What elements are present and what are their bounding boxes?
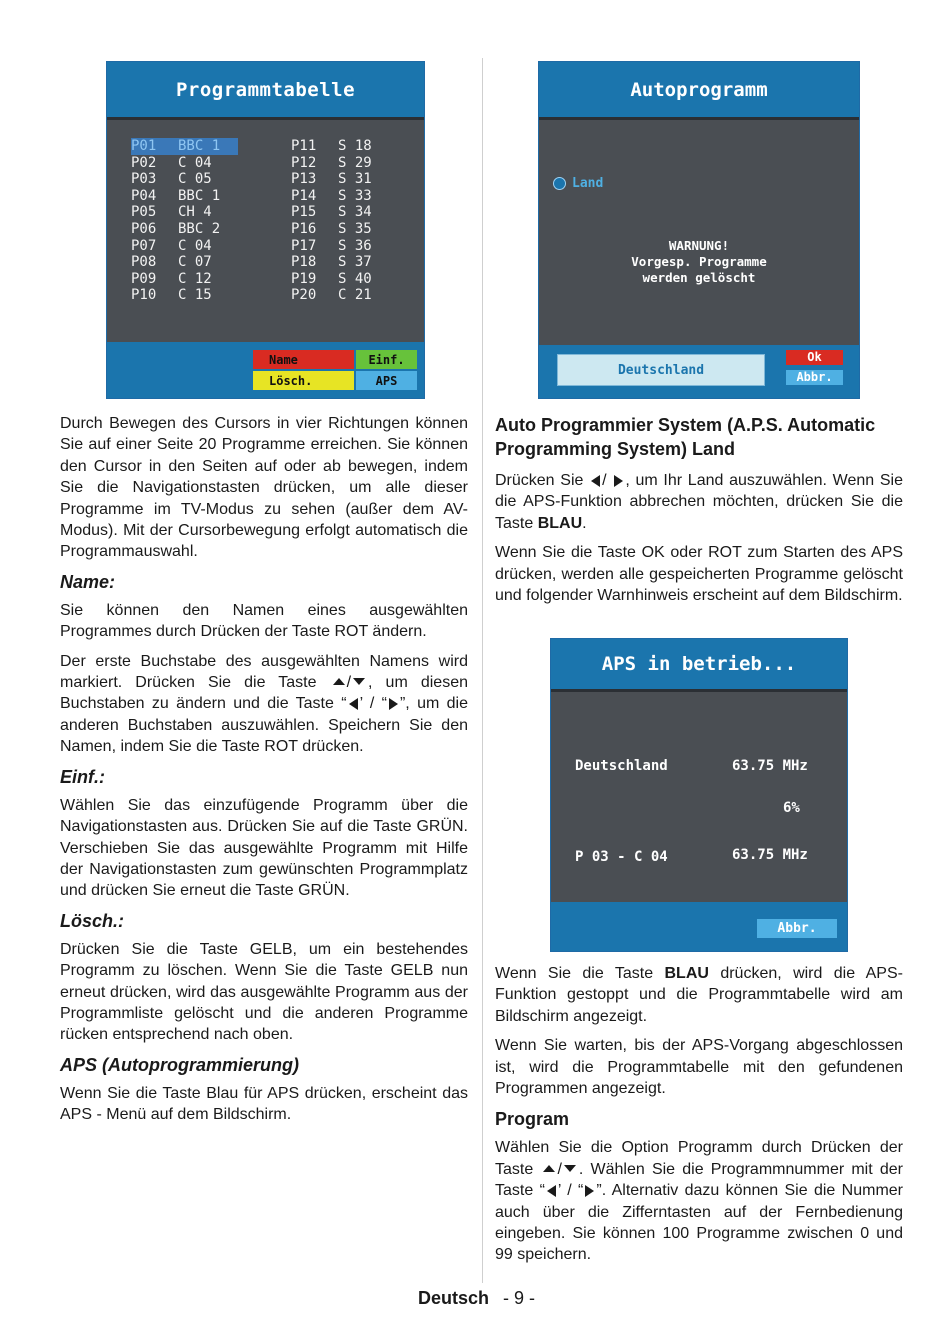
- name-button[interactable]: Name: [253, 350, 354, 369]
- autoprogramm-body: [539, 117, 859, 345]
- aps-current-program: P 03 - C 04: [575, 849, 668, 865]
- aps-country: Deutschland: [575, 758, 668, 774]
- warning-message: [539, 238, 859, 286]
- program-number: P17: [291, 237, 317, 254]
- text-fragment: drücken, wird die APS-Funktion gestoppt und die Programmtabelle wird am Bildschirm angezeigt.: [495, 965, 903, 1025]
- program-channel: C 12: [178, 270, 212, 287]
- land-label: Land: [572, 176, 604, 191]
- abbr-button[interactable]: Abbr.: [757, 919, 837, 938]
- abbr-button[interactable]: Abbr.: [786, 370, 843, 385]
- aps-frequency: 63.75 MHz: [732, 758, 808, 774]
- arrow-up-icon: [543, 1165, 555, 1172]
- text-fragment: ”, um die anderen Buchstaben auszuwählen. Speichern Sie den Namen, indem Sie die Taste ROT drücken.: [60, 695, 468, 756]
- aps-progress-percent: 6%: [783, 800, 800, 816]
- program-number: P04: [131, 187, 157, 204]
- aps-wait-paragraph: Wenn Sie warten, bis der APS-Vorgang abgeschlossen ist, wird die Programmtabelle mit den gefundenen Programmen angezeigt.: [495, 1037, 903, 1098]
- program-paragraph: [495, 1137, 903, 1265]
- program-row[interactable]: [291, 188, 398, 205]
- arrow-down-icon: [353, 678, 365, 685]
- right-text-top: [495, 413, 903, 614]
- program-row[interactable]: [291, 238, 398, 255]
- program-channel: S 18: [338, 138, 372, 154]
- program-column-right: [291, 138, 398, 304]
- program-number: P06: [131, 220, 157, 237]
- program-number: P19: [291, 270, 317, 287]
- program-channel: C 15: [178, 287, 212, 304]
- country-selector[interactable]: Deutschland: [557, 354, 765, 386]
- program-channel: CH 4: [178, 204, 212, 221]
- page-footer: [418, 1288, 535, 1309]
- program-channel: S 29: [338, 154, 372, 171]
- arrow-right-icon: [585, 1185, 594, 1197]
- autoprogramm-title: Autoprogramm: [539, 62, 859, 117]
- program-channel: C 04: [178, 154, 212, 171]
- program-channel: BBC 1: [178, 187, 221, 204]
- program-number: P14: [291, 187, 317, 204]
- left-text-column: [60, 413, 468, 1134]
- arrow-up-icon: [333, 678, 345, 685]
- aps-running-body: [551, 689, 847, 902]
- warning-line: werden gelöscht: [642, 270, 756, 285]
- program-row[interactable]: [131, 204, 238, 221]
- aps-running-footer: [551, 902, 847, 952]
- right-text-bottom: [495, 963, 903, 1274]
- program-row[interactable]: [131, 221, 238, 238]
- program-column-left: [131, 138, 238, 304]
- aps-stop-paragraph: [495, 963, 903, 1027]
- losch-button[interactable]: Lösch.: [253, 371, 354, 390]
- losch-paragraph: Drücken Sie die Taste GELB, um ein bestehendes Programm zu löschen. Wenn Sie die Taste GELB nun erneut drücken, wird das ausgewählte Programm aus der Programmliste gelöscht und die anderen Programme rücken entsprechend nach oben.: [60, 940, 468, 1044]
- program-row[interactable]: [131, 138, 238, 155]
- land-option[interactable]: [553, 176, 603, 191]
- text-fragment: Der erste Buchstabe des ausgewählten Namens wird markiert. Drücken Sie die Taste: [60, 652, 468, 692]
- einf-button[interactable]: Einf.: [356, 350, 417, 369]
- program-channel: C 07: [178, 254, 212, 271]
- text-fragment: , um Ihr Land auszuwählen. Wenn Sie die APS-Funktion abbrechen möchten, drücken Sie die Taste: [495, 472, 903, 532]
- program-row[interactable]: [291, 155, 398, 172]
- program-channel: S 40: [338, 270, 372, 287]
- aps-program-frequency: 63.75 MHz: [732, 847, 808, 863]
- text-fragment: , um diesen Buchstaben zu ändern und die Taste “: [60, 674, 469, 713]
- program-row[interactable]: [131, 254, 238, 271]
- text-fragment: /: [346, 674, 352, 692]
- program-channel: C 04: [178, 237, 212, 254]
- aps-paragraph: Wenn Sie die Taste Blau für APS drücken, erscheint das APS - Menü auf dem Bildschirm.: [60, 1084, 468, 1124]
- page-number: - 9 -: [503, 1288, 536, 1308]
- program-number: P08: [131, 254, 157, 271]
- intro-paragraph: Durch Bewegen des Cursors in vier Richtungen können Sie auf einer Seite 20 Programme erreichen. Sie können den Cursor in den Seiten auf oder ab bewegen, indem Sie die Navigationstasten drücken, um alle dieser Programme im TV-Modus zu sehen (außer dem AV-Modus). Mit der Cursorbewegung erfolgt automatisch die Programmauswahl.: [60, 415, 468, 561]
- ok-button[interactable]: Ok: [786, 350, 843, 365]
- arrow-right-icon: [389, 698, 398, 710]
- text-fragment: .: [582, 514, 587, 532]
- program-row[interactable]: [131, 238, 238, 255]
- program-number: P11: [291, 138, 317, 154]
- aps-start-paragraph: Wenn Sie die Taste OK oder ROT zum Starten des APS drücken, werden alle gespeicherten Programme gelöscht und folgender Warnhinweis erscheint auf dem Bildschirm.: [495, 544, 903, 605]
- text-bold: BLAU: [537, 514, 583, 532]
- program-row[interactable]: [291, 287, 398, 304]
- program-number: P02: [131, 154, 157, 171]
- program-number: P13: [291, 171, 317, 188]
- program-row[interactable]: [131, 188, 238, 205]
- program-row[interactable]: [291, 254, 398, 271]
- program-number: P12: [291, 154, 317, 171]
- text-fragment: . Wählen Sie die Programmnummer mit der Taste “: [495, 1160, 903, 1200]
- program-row[interactable]: [291, 204, 398, 221]
- programmtabelle-title: Programmtabelle: [107, 62, 424, 117]
- program-row[interactable]: [291, 138, 398, 155]
- program-number: P18: [291, 254, 317, 271]
- autoprogramm-screen: [538, 61, 860, 399]
- program-number: P05: [131, 204, 157, 221]
- program-row[interactable]: [291, 221, 398, 238]
- name-paragraph-1: Sie können den Namen eines ausgewählten Programmes durch Drücken der Taste ROT ändern.: [60, 601, 468, 641]
- program-row[interactable]: [131, 155, 238, 172]
- text-fragment: ’ / “: [557, 1182, 584, 1200]
- programmtabelle-footer: [107, 342, 424, 399]
- arrow-right-icon: [614, 475, 623, 487]
- heading-program: Program: [495, 1109, 570, 1130]
- program-channel: S 36: [338, 237, 372, 254]
- einf-paragraph: Wählen Sie das einzufügende Programm über die Navigationstasten aus. Drücken Sie auf die Taste GRÜN. Verschieben Sie das ausgewählte Programm mit Hilfe der Navigationstasten zum gewünschten Programmplatz und drücken Sie erneut die Taste GRÜN.: [60, 796, 468, 900]
- program-channel: S 35: [338, 220, 372, 237]
- program-number: P20: [291, 287, 317, 304]
- column-divider: [482, 58, 483, 1283]
- heading-name: Name:: [60, 571, 116, 592]
- program-number: P10: [131, 287, 157, 304]
- text-fragment: /: [602, 472, 607, 489]
- program-number: P07: [131, 237, 157, 254]
- program-number: P01: [131, 138, 178, 155]
- program-row[interactable]: [131, 287, 238, 304]
- program-channel: S 34: [338, 204, 372, 221]
- program-channel: BBC 1: [178, 138, 238, 155]
- program-number: P03: [131, 171, 157, 188]
- text-fragment: Wählen Sie die Option Programm durch Drücken der Taste: [495, 1139, 903, 1178]
- arrow-left-icon: [591, 475, 600, 487]
- warning-title: WARNUNG!: [668, 238, 730, 253]
- text-fragment: /: [557, 1160, 562, 1178]
- warning-line: Vorgesp. Programme: [631, 254, 767, 269]
- program-row[interactable]: [291, 171, 398, 188]
- globe-icon: [553, 177, 566, 190]
- text-fragment: Drücken Sie: [495, 472, 584, 489]
- program-row[interactable]: [131, 271, 238, 288]
- program-list: [107, 117, 424, 342]
- program-row[interactable]: [131, 171, 238, 188]
- program-row[interactable]: [291, 271, 398, 288]
- footer-language: Deutsch: [418, 1288, 490, 1308]
- aps-button[interactable]: APS: [356, 371, 417, 390]
- program-channel: C 21: [338, 287, 372, 304]
- heading-einf: Einf.:: [60, 766, 105, 787]
- heading-auto-programmier: Auto Programmier System (A.P.S. Automatic Programming System) Land: [495, 415, 876, 459]
- arrow-left-icon: [547, 1185, 556, 1197]
- text-fragment: ’ / “: [359, 695, 387, 713]
- programmtabelle-screen: [106, 61, 425, 399]
- aps-running-screen: [550, 638, 848, 952]
- text-bold: BLAU: [664, 965, 709, 982]
- text-fragment: Wenn Sie die Taste: [495, 965, 654, 982]
- name-paragraph-2: [60, 651, 468, 758]
- program-channel: BBC 2: [178, 220, 221, 237]
- program-channel: S 37: [338, 254, 372, 271]
- arrow-down-icon: [564, 1165, 576, 1172]
- autoprogramm-footer: [539, 345, 859, 399]
- heading-losch: Lösch.:: [60, 910, 125, 931]
- program-number: P15: [291, 204, 317, 221]
- program-number: P09: [131, 270, 157, 287]
- arrow-left-icon: [349, 698, 358, 710]
- program-number: P16: [291, 220, 317, 237]
- text-fragment: ”. Alternativ dazu können Sie die Nummer auch über die Zifferntasten auf der Fernbedienung eingeben. Sie können 100 Programme zwischen 0 und 99 speichern.: [495, 1182, 904, 1264]
- program-channel: S 31: [338, 171, 372, 188]
- program-channel: C 05: [178, 171, 212, 188]
- aps-select-paragraph: [495, 470, 903, 534]
- heading-aps: APS (Autoprogrammierung): [60, 1054, 300, 1075]
- color-key-buttons: [253, 350, 417, 390]
- aps-running-title: APS in betrieb...: [551, 639, 847, 689]
- program-channel: S 33: [338, 187, 372, 204]
